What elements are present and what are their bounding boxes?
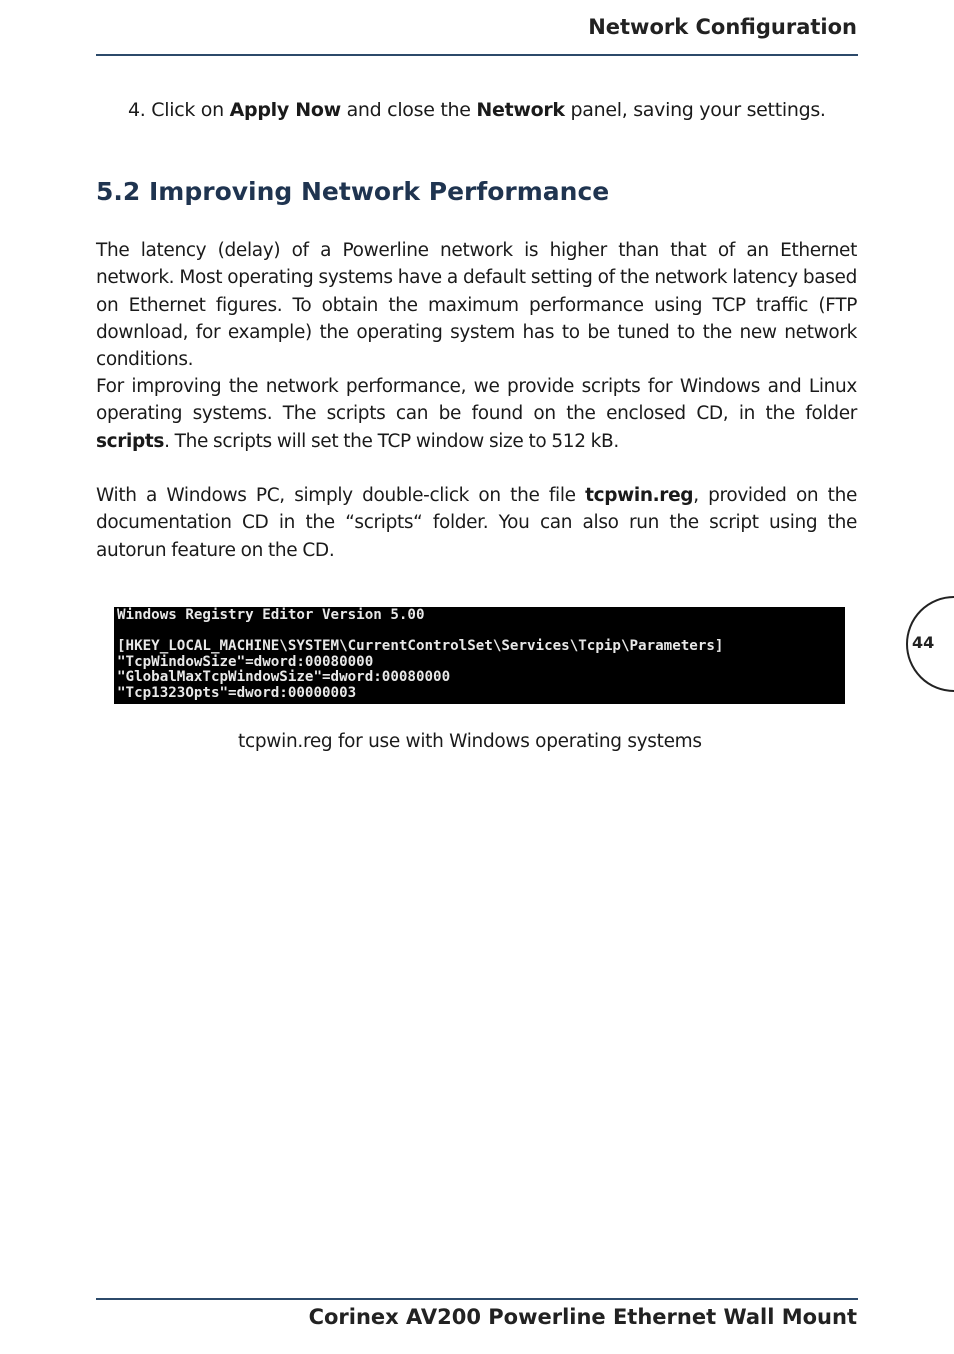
header-divider [96, 54, 858, 56]
paragraph-text: . The scripts will set the TCP window size to 512 kB. [164, 430, 619, 452]
paragraph-windows [96, 482, 857, 564]
registry-blank-line [117, 624, 845, 640]
figure-caption: tcpwin.reg for use with Windows operating systems [238, 731, 702, 752]
registry-script-screenshot [114, 607, 845, 704]
section-heading: 5.2 Improving Network Performance [96, 177, 610, 206]
registry-line: "Tcp1323Opts"=dword:00000003 [117, 684, 357, 701]
tcpwin-file-term: tcpwin.reg [585, 485, 694, 506]
step-text: panel, saving your settings. [564, 99, 826, 121]
step-number: 4. [128, 99, 146, 121]
paragraph-scripts [96, 373, 857, 455]
paragraph-text: , provided on the documentation CD in the “scripts“ folder. You can also run the script using the autorun feature on the CD. [96, 485, 857, 561]
registry-line: [HKEY_LOCAL_MACHINE\SYSTEM\CurrentControlSet\Services\Tcpip\Parameters] [117, 638, 724, 654]
scripts-folder-term: scripts [96, 430, 165, 452]
paragraph-latency: The latency (delay) of a Powerline network is higher than that of an Ethernet network. Most operating systems have a default setting of the network latency based on Ethernet figures. To obtain the maximum performance using TCP traffic (FTP download, for example) the operating system has to be tuned to the new network conditions. [96, 240, 857, 371]
page-number: 44 [912, 633, 935, 652]
footer-divider [96, 1298, 858, 1300]
instruction-step [128, 99, 826, 121]
apply-now-term: Apply Now [229, 99, 341, 121]
registry-line: "GlobalMaxTcpWindowSize"=dword:00080000 [117, 669, 451, 685]
paragraph-text: For improving the network performance, we provide scripts for Windows and Linux operating systems. The scripts can be found on the enclosed CD, in the folder [96, 376, 857, 425]
step-text: and close the [340, 99, 477, 121]
paragraph-text: With a Windows PC, simply double-click on the file [96, 485, 586, 506]
registry-line: Windows Registry Editor Version 5.00 [117, 607, 425, 623]
network-term: Network [476, 99, 565, 121]
registry-line: "TcpWindowSize"=dword:00080000 [117, 653, 374, 670]
page-header-title: Network Configuration [588, 15, 857, 39]
page-footer-title: Corinex AV200 Powerline Ethernet Wall Mount [308, 1305, 857, 1329]
step-text: Click on [151, 99, 230, 121]
